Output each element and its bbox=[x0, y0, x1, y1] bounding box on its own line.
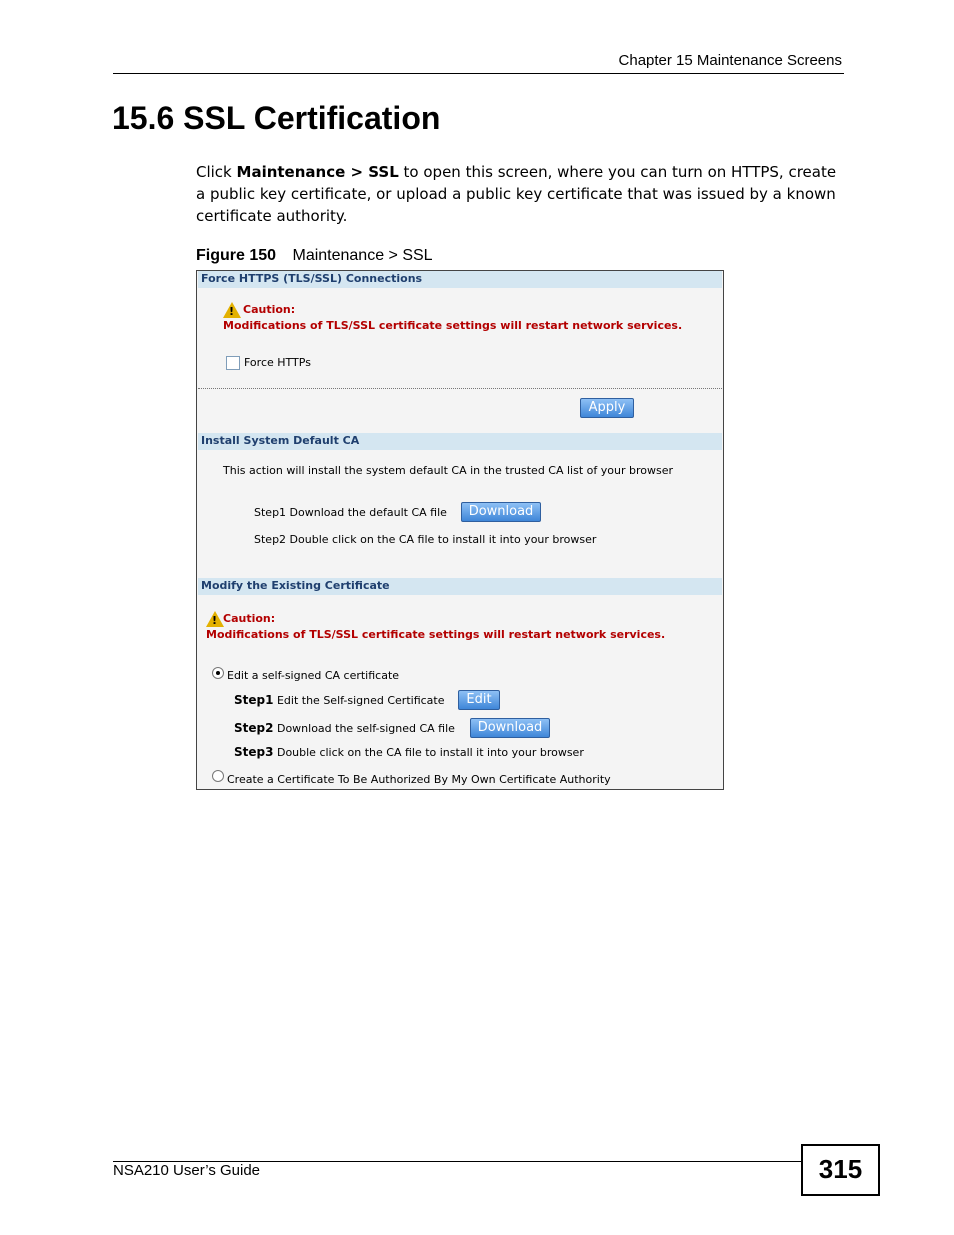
modify-step3 bbox=[234, 745, 584, 759]
figure-label: Figure 150 bbox=[196, 247, 277, 264]
step2-text: Download the self-signed CA file bbox=[276, 722, 455, 735]
header-rule bbox=[113, 73, 844, 74]
intro-paragraph bbox=[196, 161, 846, 227]
edit-certificate-button[interactable]: Edit bbox=[458, 690, 500, 710]
step3-text: Double click on the CA file to install it into your browser bbox=[276, 746, 584, 759]
divider bbox=[198, 388, 722, 389]
self-signed-radio[interactable] bbox=[212, 667, 224, 679]
intro-text-pre: Click bbox=[196, 163, 237, 181]
install-ca-description: This action will install the system default CA in the trusted CA list of your browser bbox=[223, 464, 673, 477]
modify-step1 bbox=[234, 693, 445, 707]
guide-title: NSA210 User’s Guide bbox=[113, 1162, 261, 1179]
caution-message: Modifications of TLS/SSL certificate settings will restart network services. bbox=[206, 628, 666, 641]
install-ca-step2: Step2 Double click on the CA file to install it into your browser bbox=[254, 533, 597, 546]
own-ca-radio[interactable] bbox=[212, 770, 224, 782]
caution-title: Caution: bbox=[243, 303, 296, 316]
warning-icon bbox=[223, 302, 241, 318]
own-ca-option-label: Create a Certificate To Be Authorized By My Own Certificate Authority bbox=[227, 773, 611, 786]
page-number: 315 bbox=[801, 1144, 880, 1196]
apply-button[interactable]: Apply bbox=[580, 398, 634, 418]
ssl-screenshot bbox=[196, 270, 724, 790]
figure-caption bbox=[196, 247, 433, 265]
section-title: 15.6 SSL Certification bbox=[112, 100, 441, 136]
figure-title: Maintenance > SSL bbox=[292, 247, 433, 264]
intro-menu-path: Maintenance > SSL bbox=[236, 163, 399, 181]
warning-icon bbox=[206, 611, 224, 627]
intro-text-post: to open this screen, where you can turn on HTTPS, create a public key certificate, or upload a public key certificate that was issued by a known certificate authority. bbox=[196, 163, 837, 225]
install-ca-step1: Step1 Download the default CA file bbox=[254, 506, 447, 519]
step1-text: Edit the Self-signed Certificate bbox=[276, 694, 445, 707]
caution-message: Modifications of TLS/SSL certificate settings will restart network services. bbox=[223, 319, 683, 332]
install-ca-heading: Install System Default CA bbox=[198, 433, 722, 450]
modify-step2 bbox=[234, 721, 455, 735]
force-https-checkbox[interactable] bbox=[226, 356, 240, 370]
force-https-heading: Force HTTPS (TLS/SSL) Connections bbox=[198, 271, 722, 288]
download-self-signed-button[interactable]: Download bbox=[470, 718, 550, 738]
self-signed-option-label: Edit a self-signed CA certificate bbox=[227, 669, 400, 682]
modify-cert-heading: Modify the Existing Certificate bbox=[198, 578, 722, 595]
step1-label: Step1 bbox=[234, 693, 274, 707]
caution-title: Caution: bbox=[223, 612, 276, 625]
force-https-label: Force HTTPs bbox=[244, 356, 311, 369]
step3-label: Step3 bbox=[234, 745, 274, 759]
chapter-header: Chapter 15 Maintenance Screens bbox=[618, 52, 842, 69]
download-default-ca-button[interactable]: Download bbox=[461, 502, 541, 522]
step2-label: Step2 bbox=[234, 721, 274, 735]
